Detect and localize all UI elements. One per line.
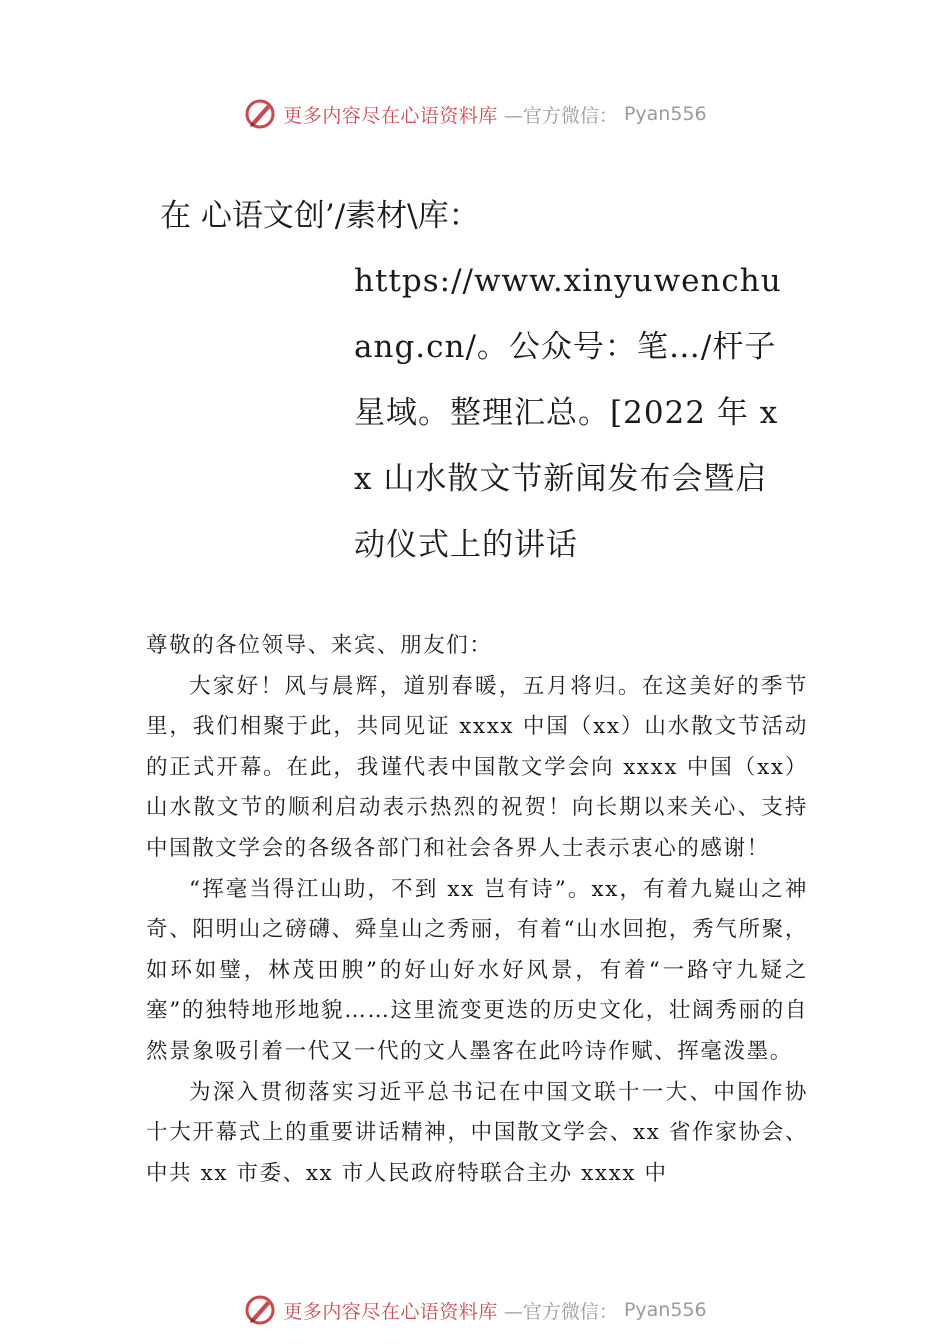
watermark-main-text: 更多内容尽在心语资料库 [283,104,498,127]
greeting-line: 尊敬的各位领导、来宾、朋友们： [146,633,493,658]
paragraph-2: “挥毫当得江山助，不到 xx 岂有诗”。xx，有着九嶷山之神奇、阳明山之磅礴、舜皇山之秀丽，有着“山水回抱，秀气所聚，如环如璧，林茂田腴”的好山好水好风景，有着“一路守九疑之塞”的独特地形地貌……这里流变更迭的历史文化，壮阔秀丽的自然景象吸引着一代又一代的文人墨客在此吟诗作赋、挥毫泼墨。 [146,876,808,1064]
watermark-sub-text: —官方微信： [503,104,618,127]
pen-logo-icon [243,1293,277,1327]
pen-logo-icon [243,97,277,131]
document-body [146,626,808,1194]
paragraph-1: 大家好！风与晨辉，道别春暖，五月将归。在这美好的季节里，我们相聚于此，共同见证 xxxx 中国（xx）山水散文节活动的正式开幕。在此，我谨代表中国散文学会向 xxxx 中国（xx）山水散文节的顺利启动表示热烈的祝贺！向长期以来关心、支持中国散文学会的各级各部门和社会各界人士表示衷心的感谢！ [146,673,808,861]
watermark-header [0,94,950,134]
watermark-main-text: 更多内容尽在心语资料库 [283,1300,498,1323]
title-line-1: 在 心语文创’/素材\库： [160,198,480,234]
watermark-wechat-id: Pyan556 [623,103,707,125]
watermark-sub-text: —官方微信： [503,1300,618,1323]
title-continuation: https://www.xinyuwenchuang.cn/。公众号：笔…/杆子星域。整理汇总。[2022 年 xx 山水散文节新闻发布会暨启动仪式上的讲话 [354,263,782,563]
watermark-footer [0,1290,950,1330]
paragraph-3: 为深入贯彻落实习近平总书记在中国文联十一大、中国作协十大开幕式上的重要讲话精神，中国散文学会、xx 省作家协会、中共 xx 市委、xx 市人民政府特联合主办 xxxx 中 [146,1079,808,1186]
watermark-wechat-id: Pyan556 [623,1299,707,1321]
